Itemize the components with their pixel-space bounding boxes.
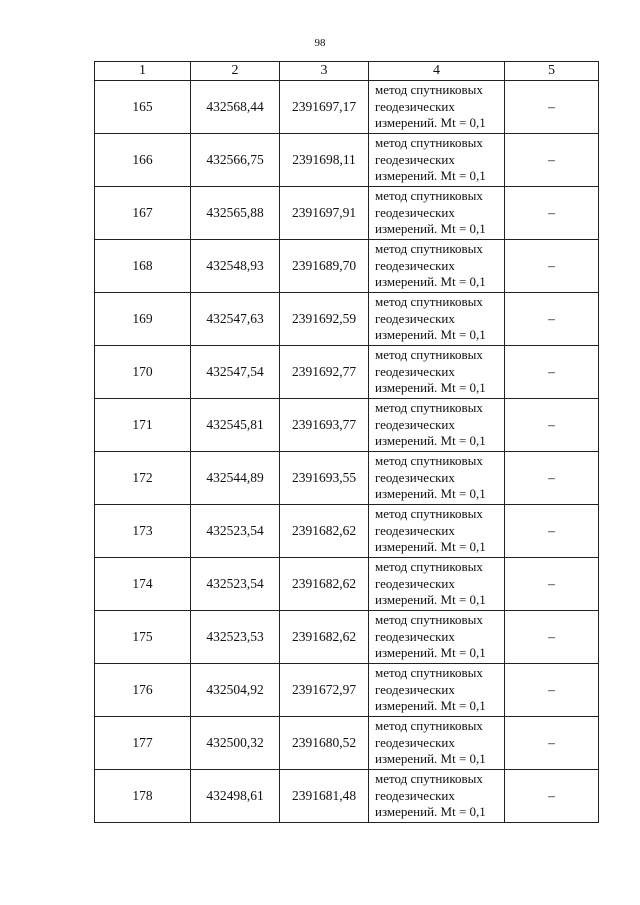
x-coordinate-cell: 432547,63 xyxy=(191,293,280,346)
column-header-3: 3 xyxy=(280,62,369,81)
point-number-cell: 172 xyxy=(95,452,191,505)
y-coordinate-cell: 2391689,70 xyxy=(280,240,369,293)
method-line: метод спутниковых xyxy=(375,294,483,310)
column-header-5: 5 xyxy=(505,62,599,81)
method-line: метод спутниковых xyxy=(375,665,483,681)
note-cell: – xyxy=(505,187,599,240)
table-row xyxy=(95,346,599,399)
note-cell: – xyxy=(505,346,599,399)
method-cell xyxy=(369,399,505,452)
table-row xyxy=(95,293,599,346)
x-coordinate-cell: 432545,81 xyxy=(191,399,280,452)
method-line: метод спутниковых xyxy=(375,559,483,575)
table-row xyxy=(95,81,599,134)
method-cell xyxy=(369,134,505,187)
method-cell xyxy=(369,664,505,717)
note-cell: – xyxy=(505,717,599,770)
point-number-cell: 168 xyxy=(95,240,191,293)
table-row xyxy=(95,399,599,452)
table-row xyxy=(95,452,599,505)
method-line: измерений. Mt = 0,1 xyxy=(375,539,486,555)
method-cell xyxy=(369,505,505,558)
table-row xyxy=(95,187,599,240)
note-cell: – xyxy=(505,452,599,505)
method-line: метод спутниковых xyxy=(375,506,483,522)
table-row xyxy=(95,240,599,293)
note-cell: – xyxy=(505,399,599,452)
method-line: метод спутниковых xyxy=(375,347,483,363)
x-coordinate-cell: 432547,54 xyxy=(191,346,280,399)
method-line: измерений. Mt = 0,1 xyxy=(375,274,486,290)
y-coordinate-cell: 2391682,62 xyxy=(280,558,369,611)
method-line: измерений. Mt = 0,1 xyxy=(375,698,486,714)
x-coordinate-cell: 432504,92 xyxy=(191,664,280,717)
method-line: геодезических xyxy=(375,628,455,644)
method-line: измерений. Mt = 0,1 xyxy=(375,433,486,449)
x-coordinate-cell: 432498,61 xyxy=(191,770,280,823)
y-coordinate-cell: 2391672,97 xyxy=(280,664,369,717)
point-number-cell: 169 xyxy=(95,293,191,346)
note-cell: – xyxy=(505,81,599,134)
method-line: метод спутниковых xyxy=(375,135,483,151)
table-row xyxy=(95,505,599,558)
coordinates-table xyxy=(94,61,599,823)
method-line: метод спутниковых xyxy=(375,82,483,98)
method-line: геодезических xyxy=(375,681,455,697)
method-line: метод спутниковых xyxy=(375,718,483,734)
y-coordinate-cell: 2391698,11 xyxy=(280,134,369,187)
note-cell: – xyxy=(505,293,599,346)
method-line: измерений. Mt = 0,1 xyxy=(375,592,486,608)
method-line: геодезических xyxy=(375,734,455,750)
page-number: 98 xyxy=(314,37,326,49)
method-line: измерений. Mt = 0,1 xyxy=(375,751,486,767)
note-cell: – xyxy=(505,664,599,717)
y-coordinate-cell: 2391697,91 xyxy=(280,187,369,240)
note-cell: – xyxy=(505,134,599,187)
method-line: метод спутниковых xyxy=(375,400,483,416)
method-line: геодезических xyxy=(375,416,455,432)
method-line: измерений. Mt = 0,1 xyxy=(375,115,486,131)
point-number-cell: 178 xyxy=(95,770,191,823)
method-line: метод спутниковых xyxy=(375,612,483,628)
method-line: измерений. Mt = 0,1 xyxy=(375,221,486,237)
y-coordinate-cell: 2391692,77 xyxy=(280,346,369,399)
point-number-cell: 173 xyxy=(95,505,191,558)
method-line: метод спутниковых xyxy=(375,188,483,204)
method-line: измерений. Mt = 0,1 xyxy=(375,380,486,396)
y-coordinate-cell: 2391693,55 xyxy=(280,452,369,505)
note-cell: – xyxy=(505,505,599,558)
table-row xyxy=(95,134,599,187)
method-cell xyxy=(369,770,505,823)
point-number-cell: 166 xyxy=(95,134,191,187)
method-cell xyxy=(369,558,505,611)
method-cell xyxy=(369,346,505,399)
method-cell xyxy=(369,81,505,134)
y-coordinate-cell: 2391693,77 xyxy=(280,399,369,452)
method-line: измерений. Mt = 0,1 xyxy=(375,804,486,820)
method-line: геодезических xyxy=(375,575,455,591)
method-line: метод спутниковых xyxy=(375,453,483,469)
note-cell: – xyxy=(505,240,599,293)
method-cell xyxy=(369,293,505,346)
table-row xyxy=(95,611,599,664)
x-coordinate-cell: 432544,89 xyxy=(191,452,280,505)
table-row xyxy=(95,664,599,717)
point-number-cell: 176 xyxy=(95,664,191,717)
column-header-2: 2 xyxy=(191,62,280,81)
method-line: геодезических xyxy=(375,98,455,114)
method-line: измерений. Mt = 0,1 xyxy=(375,168,486,184)
x-coordinate-cell: 432523,53 xyxy=(191,611,280,664)
method-cell xyxy=(369,611,505,664)
point-number-cell: 175 xyxy=(95,611,191,664)
method-cell xyxy=(369,717,505,770)
point-number-cell: 167 xyxy=(95,187,191,240)
table-header-row xyxy=(95,62,599,81)
method-line: геодезических xyxy=(375,204,455,220)
note-cell: – xyxy=(505,558,599,611)
method-cell xyxy=(369,452,505,505)
point-number-cell: 174 xyxy=(95,558,191,611)
method-cell xyxy=(369,240,505,293)
method-line: геодезических xyxy=(375,151,455,167)
method-line: геодезических xyxy=(375,469,455,485)
x-coordinate-cell: 432523,54 xyxy=(191,505,280,558)
table-row xyxy=(95,770,599,823)
x-coordinate-cell: 432500,32 xyxy=(191,717,280,770)
table-row xyxy=(95,717,599,770)
point-number-cell: 165 xyxy=(95,81,191,134)
table-row xyxy=(95,558,599,611)
y-coordinate-cell: 2391697,17 xyxy=(280,81,369,134)
note-cell: – xyxy=(505,611,599,664)
method-line: метод спутниковых xyxy=(375,241,483,257)
x-coordinate-cell: 432566,75 xyxy=(191,134,280,187)
method-cell xyxy=(369,187,505,240)
method-line: измерений. Mt = 0,1 xyxy=(375,327,486,343)
column-header-1: 1 xyxy=(95,62,191,81)
column-header-4: 4 xyxy=(369,62,505,81)
point-number-cell: 171 xyxy=(95,399,191,452)
method-line: геодезических xyxy=(375,522,455,538)
x-coordinate-cell: 432523,54 xyxy=(191,558,280,611)
y-coordinate-cell: 2391681,48 xyxy=(280,770,369,823)
x-coordinate-cell: 432548,93 xyxy=(191,240,280,293)
x-coordinate-cell: 432565,88 xyxy=(191,187,280,240)
x-coordinate-cell: 432568,44 xyxy=(191,81,280,134)
method-line: геодезических xyxy=(375,363,455,379)
method-line: геодезических xyxy=(375,257,455,273)
y-coordinate-cell: 2391682,62 xyxy=(280,505,369,558)
point-number-cell: 170 xyxy=(95,346,191,399)
y-coordinate-cell: 2391682,62 xyxy=(280,611,369,664)
point-number-cell: 177 xyxy=(95,717,191,770)
method-line: метод спутниковых xyxy=(375,771,483,787)
method-line: геодезических xyxy=(375,310,455,326)
method-line: геодезических xyxy=(375,787,455,803)
y-coordinate-cell: 2391680,52 xyxy=(280,717,369,770)
method-line: измерений. Mt = 0,1 xyxy=(375,486,486,502)
note-cell: – xyxy=(505,770,599,823)
y-coordinate-cell: 2391692,59 xyxy=(280,293,369,346)
method-line: измерений. Mt = 0,1 xyxy=(375,645,486,661)
